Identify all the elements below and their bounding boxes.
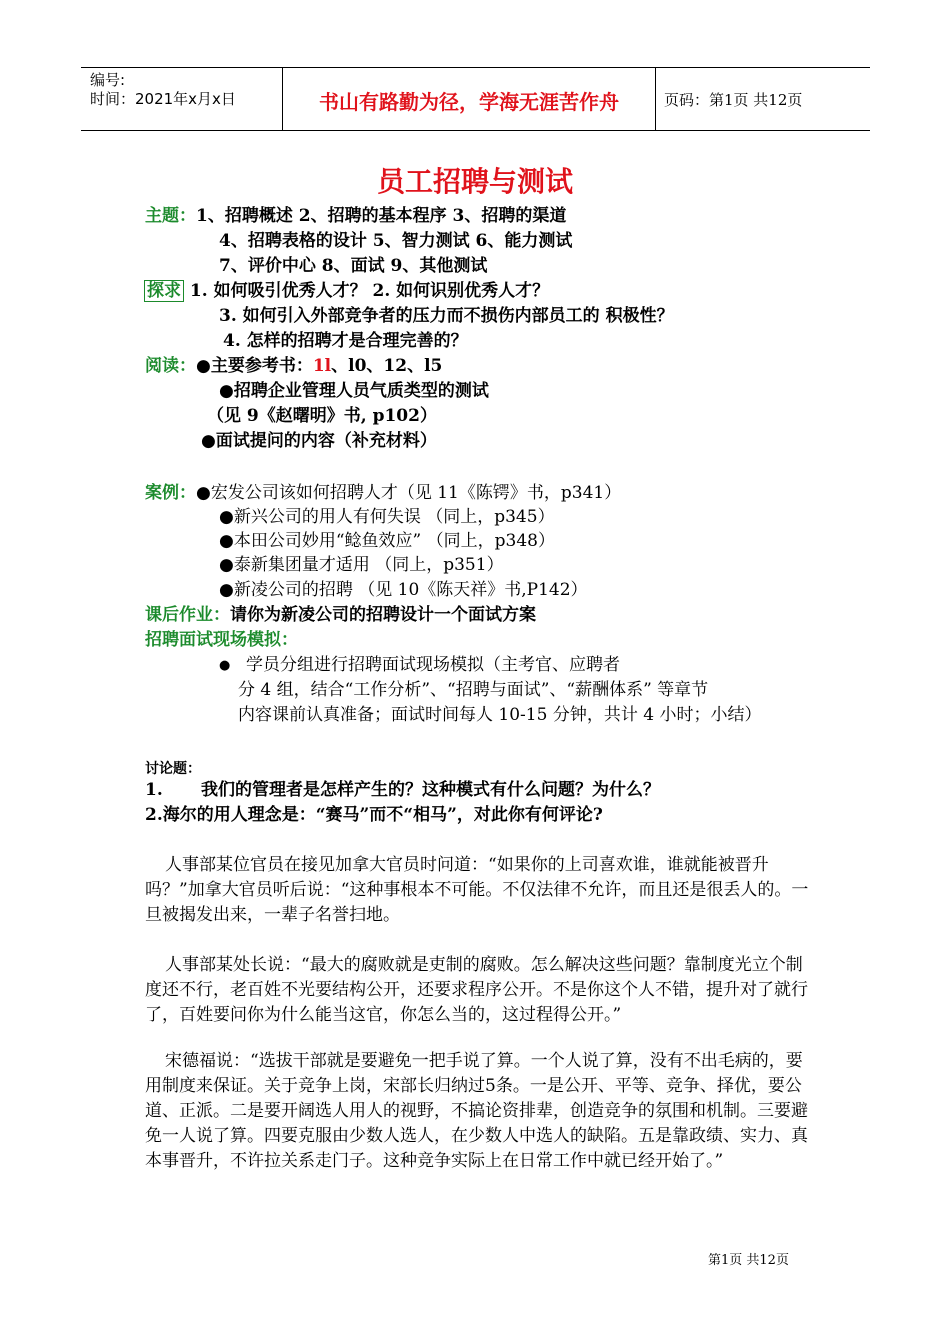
reading-line-2: ●招聘企业管理人员气质类型的测试 bbox=[219, 381, 489, 401]
explore-label: 探求 bbox=[144, 280, 184, 302]
discussion-q1-number: 1. bbox=[145, 780, 163, 800]
simulation-line-3: 内容课前认真准备；面试时间每人 10-15 分钟，共计 4 小时；小结） bbox=[238, 705, 762, 725]
case-item: 案例：●宏发公司该如何招聘人才（见 11《陈锷》书，p341） bbox=[145, 483, 622, 503]
paragraph-1: 人事部某位官员在接见加拿大官员时问道：“如果你的上司喜欢谁，谁就能被晋升吗？”加拿大官员听后说：“这种事根本不可能。不仅法律不允许，而且还是很丢人的。一旦被揭发出来，一辈子名誉扫地。 bbox=[145, 855, 809, 925]
simulation-line-1: 学员分组进行招聘面试现场模拟（主考官、应聘者 bbox=[246, 655, 620, 675]
reading-line-3: （见 9《赵曙明》书, p102） bbox=[207, 406, 437, 426]
footer-page-number: 第1页 共12页 bbox=[708, 1253, 789, 1268]
header-code: 编号: bbox=[90, 71, 126, 89]
header-page-number: 页码：第1页 共12页 bbox=[664, 91, 803, 109]
header-meta bbox=[90, 71, 236, 109]
simulation-line-2: 分 4 组，结合“工作分析”、“招聘与面试”、“薪酬体系” 等章节 bbox=[238, 680, 709, 700]
explore-line-1: 探求 1. 如何吸引优秀人才？ 2. 如何识别优秀人才？ bbox=[144, 279, 549, 304]
case-item: ●本田公司妙用“鲶鱼效应” （同上，p348） bbox=[219, 531, 555, 551]
topic-line-3: 7、评价中心 8、面试 9、其他测试 bbox=[219, 256, 488, 276]
case-item: ●新兴公司的用人有何失误 （同上，p345） bbox=[219, 507, 555, 527]
homework: 课后作业：请你为新凌公司的招聘设计一个面试方案 bbox=[145, 605, 536, 625]
reading-line-4: ●面试提问的内容（补充材料） bbox=[201, 431, 437, 451]
topic-line-2: 4、招聘表格的设计 5、智力测试 6、能力测试 bbox=[219, 231, 573, 251]
case-item: ●新凌公司的招聘 （见 10《陈天祥》书,P142） bbox=[219, 580, 588, 600]
cases-label: 案例： bbox=[145, 483, 196, 503]
explore-line-2: 3. 如何引入外部竞争者的压力而不损伤内部员工的 积极性？ bbox=[219, 306, 674, 326]
paragraph-3: 宋德福说：“选拔干部就是要避免一把手说了算。一个人说了算，没有不出毛病的，要用制度来保证。关于竞争上岗，宋部长归纳过5条。一是公开、平等、竞争、择优，要公道、正派。二是要开阔选人用人的视野，不搞论资排辈，创造竞争的氛围和机制。三要避免一人说了算。四要克服由少数人选人，在少数人中选人的缺陷。五是靠政绩、实力、真本事晋升，不许拉关系走门子。这种竞争实际上在日常工作中就已经开始了。” bbox=[145, 1051, 808, 1171]
document-header bbox=[81, 67, 870, 131]
header-time: 时间：2021年x月x日 bbox=[90, 90, 236, 108]
page-title: 员工招聘与测试 bbox=[376, 165, 573, 198]
paragraph-2: 人事部某处长说：“最大的腐败就是吏制的腐败。怎么解决这些问题？靠制度光立个制度还不行，老百姓不光要结构公开，还要求程序公开。不是你这个人不错，提升对了就行了，百姓要问你为什么能当这官，你怎么当的，这过程得公开。” bbox=[145, 955, 808, 1025]
discussion-q1: 我们的管理者是怎样产生的？这种模式有什么问题？为什么？ bbox=[201, 780, 660, 800]
case-item: ●泰新集团量才适用 （同上，p351） bbox=[219, 555, 504, 575]
homework-label: 课后作业： bbox=[145, 605, 230, 625]
reading-line-1: 阅读：●主要参考书：1l、l0、12、l5 bbox=[145, 356, 443, 376]
bullet-icon: ● bbox=[219, 658, 231, 673]
explore-line-3: 4. 怎样的招聘才是合理完善的？ bbox=[223, 331, 468, 351]
discussion-label: 讨论题： bbox=[145, 761, 201, 777]
topic-line-1: 主题：1、招聘概述 2、招聘的基本程序 3、招聘的渠道 bbox=[145, 206, 567, 226]
discussion-q2: 2.海尔的用人理念是：“赛马”而不“相马”，对此你有何评论? bbox=[145, 805, 603, 825]
simulation-label: 招聘面试现场模拟： bbox=[145, 630, 298, 650]
header-motto: 书山有路勤为径，学海无涯苦作舟 bbox=[319, 90, 619, 114]
reading-label: 阅读： bbox=[145, 356, 196, 376]
header-divider bbox=[655, 68, 656, 130]
topic-label: 主题： bbox=[145, 206, 196, 226]
